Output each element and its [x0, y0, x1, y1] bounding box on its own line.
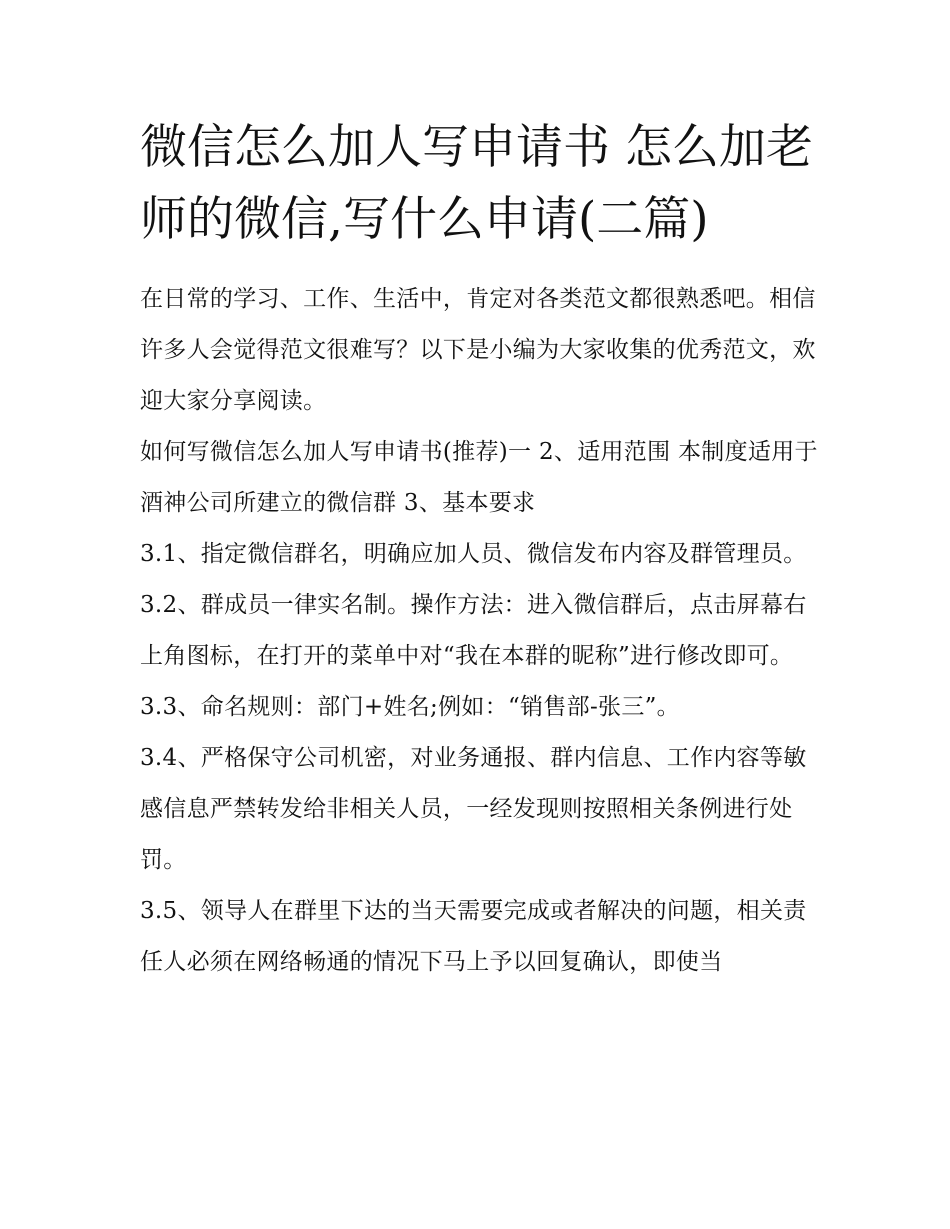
paragraph-intro: 在日常的学习、工作、生活中，肯定对各类范文都很熟悉吧。相信许多人会觉得范文很难写？以下是小编为大家收集的优秀范文，欢迎大家分享阅读。: [140, 286, 816, 414]
paragraph-rule-3-5: 3.5、领导人在群里下达的当天需要完成或者解决的问题，相关责任人必须在网络畅通的情况下马上予以回复确认，即使当: [140, 898, 807, 975]
paragraph-rule-3-2: 3.2、群成员一律实名制。操作方法：进入微信群后，点击屏幕右上角图标，在打开的菜单中对“我在本群的昵称”进行修改即可。: [140, 592, 807, 669]
paragraph-rule-3-3: 3.3、命名规则：部门+姓名;例如：“销售部-张三”。: [140, 694, 680, 720]
document-title: 微信怎么加人写申请书 怎么加老师的微信,写什么申请(二篇): [140, 120, 813, 247]
document-page: [140, 112, 820, 988]
paragraph-rule-3-4: 3.4、严格保守公司机密，对业务通报、群内信息、工作内容等敏感信息严禁转发给非相关人员，一经发现则按照相关条例进行处罚。: [140, 745, 807, 873]
paragraph-scope: 如何写微信怎么加人写申请书(推荐)一 2、适用范围 本制度适用于酒神公司所建立的微信群 3、基本要求: [140, 439, 818, 516]
paragraph-rule-3-1: 3.1、指定微信群名，明确应加人员、微信发布内容及群管理员。: [140, 541, 807, 567]
